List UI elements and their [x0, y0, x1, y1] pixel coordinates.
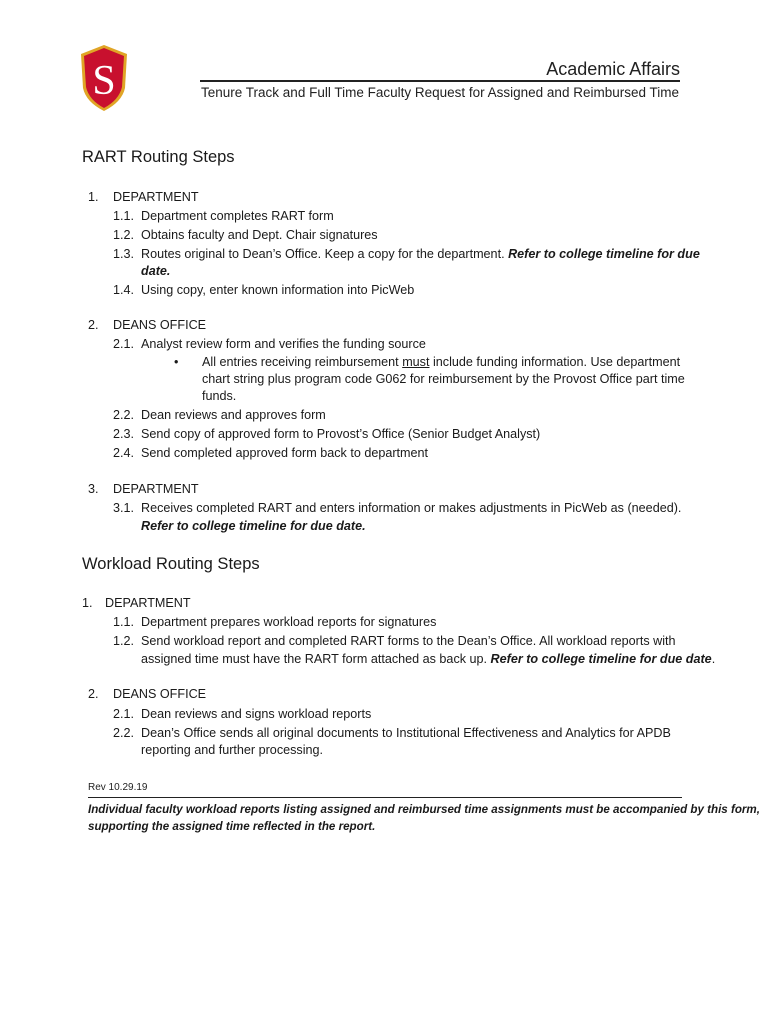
- document-subtitle: Tenure Track and Full Time Faculty Request for Assigned and Reimbursed Time: [201, 85, 679, 100]
- substep-number: 1.1.: [113, 615, 135, 629]
- step-number: 1.: [82, 596, 93, 610]
- substep-number: 1.4.: [113, 283, 135, 297]
- substep-text: Using copy, enter known information into PicWeb: [141, 283, 415, 297]
- bullet-text: funds.: [202, 389, 237, 403]
- substep-text: Department prepares workload reports for signatures: [141, 615, 437, 629]
- step-number: 1.: [88, 190, 99, 204]
- substep-number: 2.2.: [113, 408, 135, 422]
- substep-text: Dean reviews and signs workload reports: [141, 707, 372, 721]
- substep-number: 1.1.: [113, 209, 135, 223]
- substep-text: Send copy of approved form to Provost’s Office (Senior Budget Analyst): [141, 427, 541, 441]
- substep-text: Receives completed RART and enters information or makes adjustments in PicWeb as (needed).: [141, 501, 682, 515]
- substep-text: Dean’s Office sends all original documents to Institutional Effectiveness and Analytics for APDB: [141, 726, 671, 740]
- step-label: DEPARTMENT: [113, 190, 199, 204]
- timeline-emphasis: Refer to college timeline for due date.: [141, 519, 366, 533]
- step-label: DEPARTMENT: [105, 596, 191, 610]
- substep-number: 2.3.: [113, 427, 135, 441]
- step-number: 3.: [88, 482, 99, 496]
- substep-number: 1.3.: [113, 247, 135, 261]
- footer-divider: [88, 797, 682, 798]
- underlined-must: must: [402, 355, 430, 369]
- substep-text: Send completed approved form back to department: [141, 446, 429, 460]
- rart-heading: RART Routing Steps: [82, 148, 235, 166]
- substep-number: 2.1.: [113, 337, 135, 351]
- step-label: DEANS OFFICE: [113, 687, 207, 701]
- workload-heading: Workload Routing Steps: [82, 555, 260, 573]
- footer-note-line: supporting the assigned time reflected in the report.: [88, 820, 376, 833]
- substep-number: 2.1.: [113, 707, 135, 721]
- svg-text:S: S: [92, 58, 116, 104]
- substep-text: Department completes RART form: [141, 209, 334, 223]
- substep-number: 3.1.: [113, 501, 135, 515]
- substep-text: reporting and further processing.: [141, 743, 324, 757]
- substep-number: 1.2.: [113, 634, 135, 648]
- step-number: 2.: [88, 318, 99, 332]
- timeline-emphasis: Refer to college timeline for due: [508, 247, 700, 261]
- substep-number: 1.2.: [113, 228, 135, 242]
- substep-text: Send workload report and completed RART forms to the Dean’s Office. All workload reports with: [141, 634, 676, 648]
- header-divider: [200, 80, 680, 82]
- timeline-emphasis: date.: [141, 264, 171, 278]
- timeline-emphasis: Refer to college timeline for due date: [490, 652, 712, 666]
- university-shield-logo: [80, 44, 128, 112]
- substep-text: Routes original to Dean’s Office. Keep a copy for the department. Refer to college timeline for due: [141, 247, 700, 261]
- substep-text: Dean reviews and approves form: [141, 408, 326, 422]
- bullet-text: chart string plus program code G062 for reimbursement by the Provost Office part time: [202, 372, 685, 386]
- substep-text: assigned time must have the RART form attached as back up. Refer to college timeline for due date.: [141, 652, 716, 666]
- substep-number: 2.2.: [113, 726, 135, 740]
- step-number: 2.: [88, 687, 99, 701]
- step-label: DEANS OFFICE: [113, 318, 207, 332]
- document-title: Academic Affairs: [546, 59, 680, 79]
- revision-date: Rev 10.29.19: [88, 782, 148, 793]
- step-label: DEPARTMENT: [113, 482, 199, 496]
- bullet-text: All entries receiving reimbursement must include funding information. Use department: [202, 355, 681, 369]
- footer-note-line: Individual faculty workload reports listing assigned and reimbursed time assignments must be accompanied by this form,: [88, 803, 760, 816]
- footer-note: [88, 801, 760, 835]
- substep-number: 2.4.: [113, 446, 135, 460]
- substep-text: Analyst review form and verifies the funding source: [141, 337, 426, 351]
- bullet-glyph: •: [174, 355, 179, 369]
- substep-text: Obtains faculty and Dept. Chair signatures: [141, 228, 378, 242]
